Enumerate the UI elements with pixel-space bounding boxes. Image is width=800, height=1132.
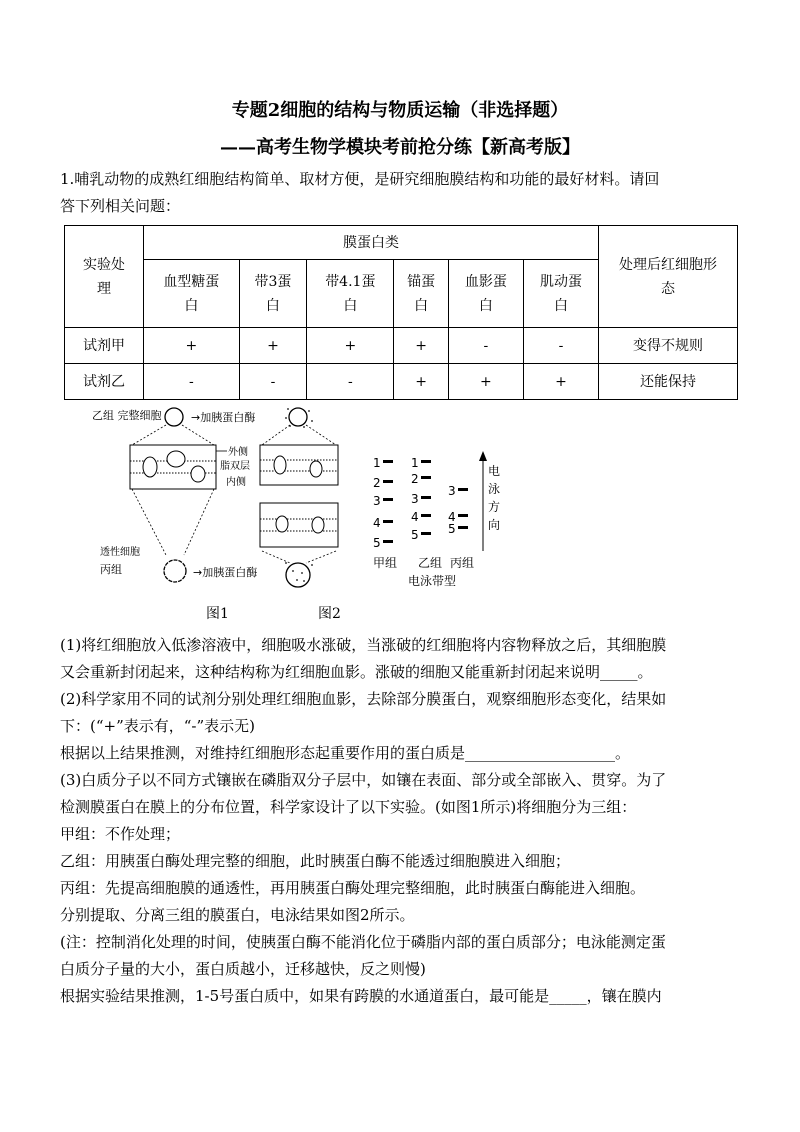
body-line: 根据以上结果推测，对维持红细胞形态起重要作用的蛋白质是____________________。 [60,744,631,762]
membrane-diagram-right-top [260,445,338,485]
body-line: 丙组：先提高细胞膜的通透性，再用胰蛋白酶处理完整细胞，此时胰蛋白酶能进入细胞。 [60,879,646,897]
mark-cell: - [448,328,523,364]
electrophoresis-lane-jia [373,456,393,550]
body-line: (注：控制消化处理的时间，使胰蛋白酶不能消化位于磷脂内部的蛋白质部分；电泳能测定蛋 [60,933,666,951]
mark-cell: + [239,328,307,364]
label-bilayer: 脂双层 [220,461,250,472]
header-result: 处理后红细胞形 态 [599,226,738,328]
header-protein: 锚蛋 白 [394,260,448,328]
svg-text:向: 向 [488,518,501,532]
label-yi-group: 乙组 完整细胞 [92,409,162,422]
reagent-cell: 试剂甲 [65,328,144,364]
svg-text:1: 1 [411,456,419,470]
svg-text:5: 5 [448,522,456,536]
header-protein: 带4.1蛋 白 [307,260,394,328]
header-protein: 带3蛋 白 [239,260,307,328]
electrophoresis-subtitle: 电泳带型 [408,574,457,588]
svg-text:电: 电 [488,464,501,478]
membrane-protein-table [64,225,738,400]
body-line: (3)白质分子以不同方式镶嵌在磷脂双分子层中，如镶在表面、部分或全部嵌入、贯穿。为了 [60,771,667,789]
mark-cell: + [394,328,448,364]
body-line: (1)将红细胞放入低渗溶液中，细胞吸水涨破，当涨破的红细胞将内容物释放之后，其细胞膜 [60,636,667,654]
svg-text:5: 5 [411,528,419,542]
question-body [60,632,750,1010]
direction-arrow [479,451,487,551]
group-label: 丙组 [450,556,475,570]
group-label: 甲组 [373,556,398,570]
header-protein: 血型糖蛋 白 [144,260,240,328]
header-membrane-proteins: 膜蛋白类 [144,226,599,260]
label-bing-group: 丙组 [100,563,122,576]
mark-cell: + [448,364,523,400]
header-treatment: 实验处 理 [65,226,144,328]
body-line: 分别提取、分离三组的膜蛋白，电泳结果如图2所示。 [60,906,415,924]
svg-text:5: 5 [373,536,381,550]
mark-cell: + [307,328,394,364]
svg-text:4: 4 [411,510,419,524]
treated-cell-bottom-icon [285,562,313,587]
body-line: 下：(“+”表示有，“-”表示无) [60,717,256,735]
mark-cell: + [523,364,598,400]
reagent-cell: 试剂乙 [65,364,144,400]
result-cell: 还能保持 [599,364,738,400]
mark-cell: + [394,364,448,400]
body-line: 检测膜蛋白在膜上的分布位置，科学家设计了以下实验。(如图1所示)将细胞分为三组： [60,798,637,816]
header-protein: 肌动蛋 白 [523,260,598,328]
svg-text:2: 2 [411,472,419,486]
page-subtitle: ——高考生物学模块考前抢分练【新高考版】 [220,137,580,158]
group-label: 乙组 [418,556,443,570]
add-trypsin-top: →加胰蛋白酶 [191,411,256,424]
header-protein: 血影蛋 白 [448,260,523,328]
whole-cell-icon [165,408,183,426]
body-line: 乙组：用胰蛋白酶处理完整的细胞，此时胰蛋白酶不能透过细胞膜进入细胞； [60,852,571,870]
svg-text:4: 4 [373,516,381,530]
body-line: 白质分子量的大小，蛋白质越小，迁移越快，反之则慢) [60,960,426,978]
table-row [65,364,738,400]
body-line: (2)科学家用不同的试剂分别处理红细胞血影，去除部分膜蛋白，观察细胞形态变化，结果如 [60,690,667,708]
svg-text:3: 3 [448,484,456,498]
electrophoresis-lane-bing [448,484,468,536]
mark-cell: - [307,364,394,400]
body-line: 又会重新封闭起来，这种结构称为红细胞血影。涨破的细胞又能重新封闭起来说明_____。 [60,663,653,681]
permeable-cell-icon [164,560,186,582]
electrophoresis-lane-yi [411,456,431,542]
figure2-caption: 图2 [318,606,341,622]
mark-cell: - [144,364,240,400]
membrane-diagram-right-bottom [260,503,338,547]
intro-line: 1.哺乳动物的成熟红细胞结构简单、取材方便，是研究细胞膜结构和功能的最好材料。请回 [60,170,660,188]
label-permeable: 透性细胞 [100,547,140,558]
experiment-figures [90,405,510,595]
body-line: 根据实验结果推测，1-5号蛋白质中，如果有跨膜的水通道蛋白，最可能是_____，镶在膜内 [60,987,662,1005]
body-line: 甲组：不作处理； [60,825,181,843]
intro-line: 答下列相关问题： [60,197,181,215]
label-outer: 外侧 [228,447,248,458]
treated-cell-top-icon [285,408,313,428]
svg-text:4: 4 [448,510,456,524]
page-title: 专题2细胞的结构与物质运输（非选择题） [231,100,569,121]
result-cell: 变得不规则 [599,328,738,364]
mark-cell: + [144,328,240,364]
svg-text:2: 2 [373,476,381,490]
question-intro [60,166,750,220]
membrane-diagram-left [130,445,216,489]
svg-text:1: 1 [373,456,381,470]
table-row [65,328,738,364]
figure1-caption: 图1 [206,606,229,622]
mark-cell: - [239,364,307,400]
svg-text:泳: 泳 [488,482,501,496]
direction-label [488,463,500,532]
mark-cell: - [523,328,598,364]
add-trypsin-bottom: →加胰蛋白酶 [193,566,258,579]
svg-text:3: 3 [373,494,381,508]
svg-text:方: 方 [488,500,501,514]
label-inner: 内侧 [226,477,246,488]
svg-text:3: 3 [411,492,419,506]
